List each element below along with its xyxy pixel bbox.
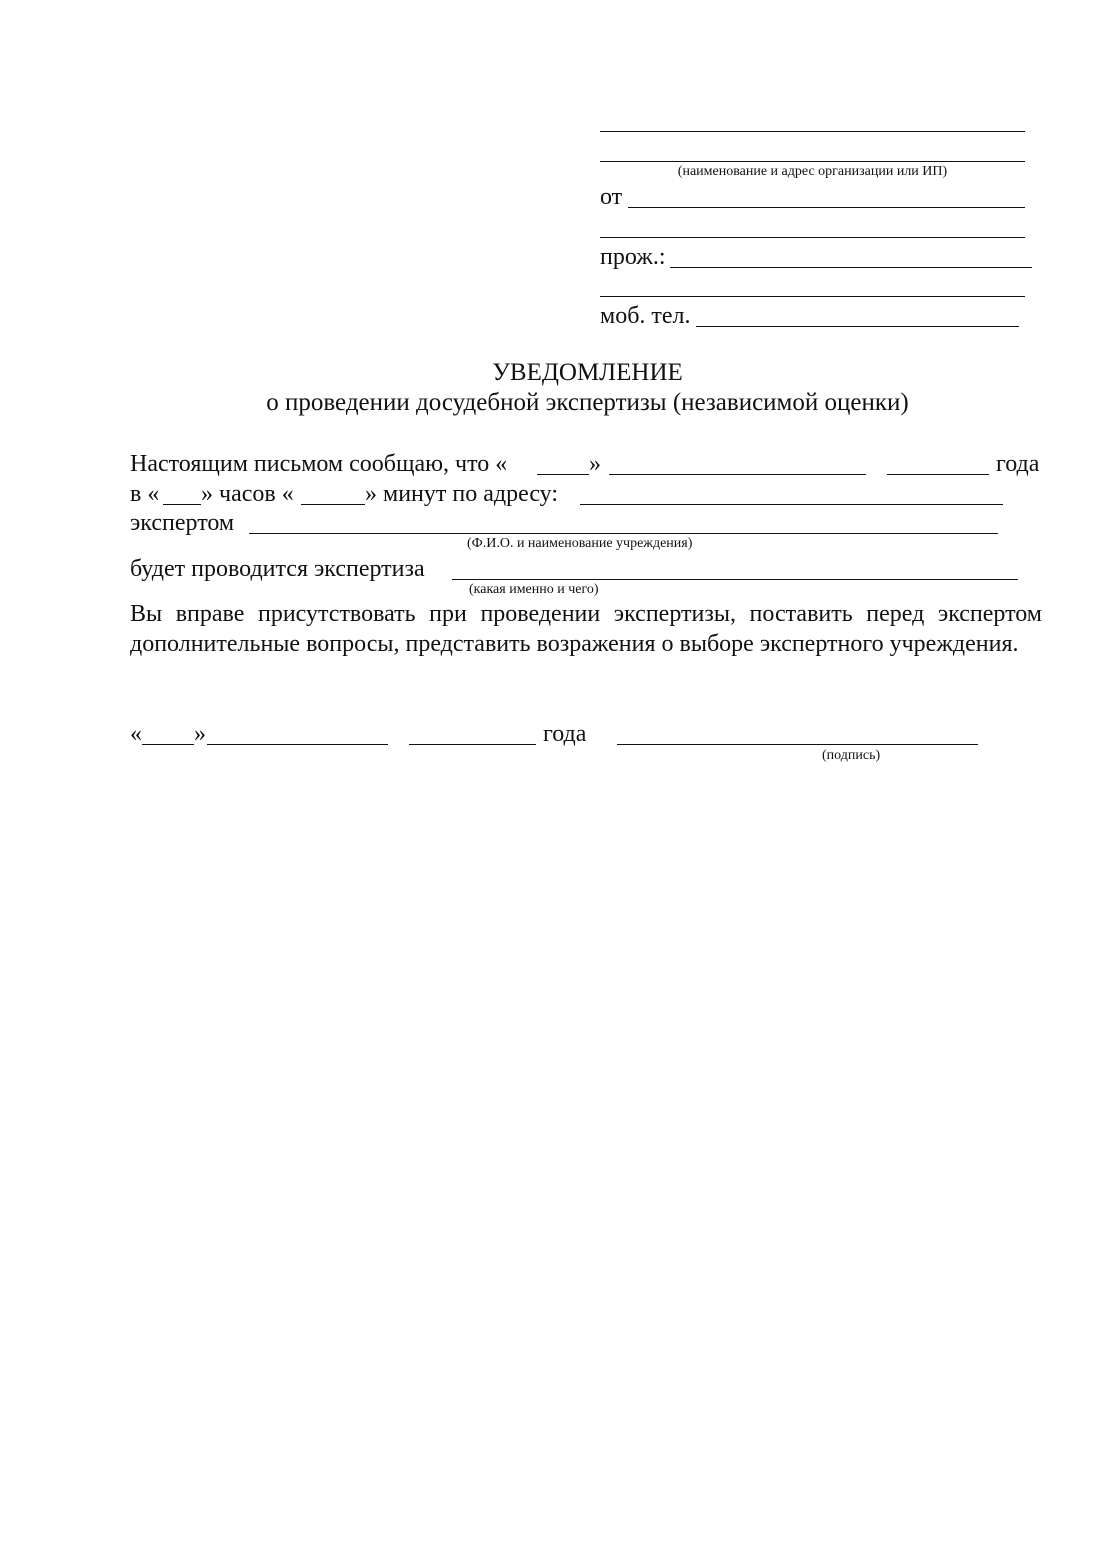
org-caption: (наименование и адрес организации или ИП)	[677, 164, 948, 179]
exam-caption: (какая именно и чего)	[469, 582, 599, 597]
exam-label: будет проводится экспертиза	[130, 556, 425, 582]
minutes-blank[interactable]	[301, 504, 365, 505]
notice-intro: Настоящим письмом сообщаю, что «	[130, 451, 508, 477]
time-prefix: в «	[130, 481, 160, 507]
footer-open-quote: «	[130, 721, 142, 747]
footer-close-quote: »	[194, 721, 206, 747]
recipient-line-1[interactable]	[600, 131, 1025, 132]
rights-paragraph: Вы вправе присутствовать при проведении экспертизы, поставить перед экспертом дополнительные вопросы, представить возражения о выборе экспертного учреждения.	[130, 601, 1042, 657]
exam-blank[interactable]	[452, 579, 1018, 580]
recipient-line-2[interactable]	[600, 161, 1025, 162]
document-title: УВЕДОМЛЕНИЕ	[492, 359, 683, 386]
phone-line[interactable]	[696, 326, 1019, 327]
hours-blank[interactable]	[163, 504, 201, 505]
from-label: от	[600, 184, 623, 210]
footer-month-blank[interactable]	[207, 744, 388, 745]
expert-label: экспертом	[130, 510, 235, 536]
signature-blank[interactable]	[617, 744, 978, 745]
expert-caption: (Ф.И.О. и наименование учреждения)	[467, 536, 693, 551]
from-line-2[interactable]	[600, 237, 1025, 238]
footer-year-label: года	[543, 721, 587, 747]
document-subtitle: о проведении досудебной экспертизы (независимой оценки)	[266, 389, 909, 416]
address-blank[interactable]	[580, 504, 1003, 505]
from-line[interactable]	[628, 207, 1025, 208]
expert-blank[interactable]	[249, 533, 998, 534]
year-label: года	[996, 451, 1040, 477]
residence-line-2[interactable]	[600, 296, 1025, 297]
day-close-quote: »	[589, 451, 601, 477]
phone-label: моб. тел.	[600, 303, 691, 329]
footer-year-blank[interactable]	[409, 744, 536, 745]
day-blank[interactable]	[537, 474, 589, 475]
footer-day-blank[interactable]	[142, 744, 194, 745]
residence-line[interactable]	[670, 267, 1032, 268]
signature-caption: (подпись)	[822, 748, 881, 763]
month-blank[interactable]	[609, 474, 866, 475]
minutes-label: » минут по адресу:	[365, 481, 559, 507]
hours-label: » часов «	[201, 481, 294, 507]
year-blank[interactable]	[887, 474, 989, 475]
residence-label: прож.:	[600, 244, 666, 270]
